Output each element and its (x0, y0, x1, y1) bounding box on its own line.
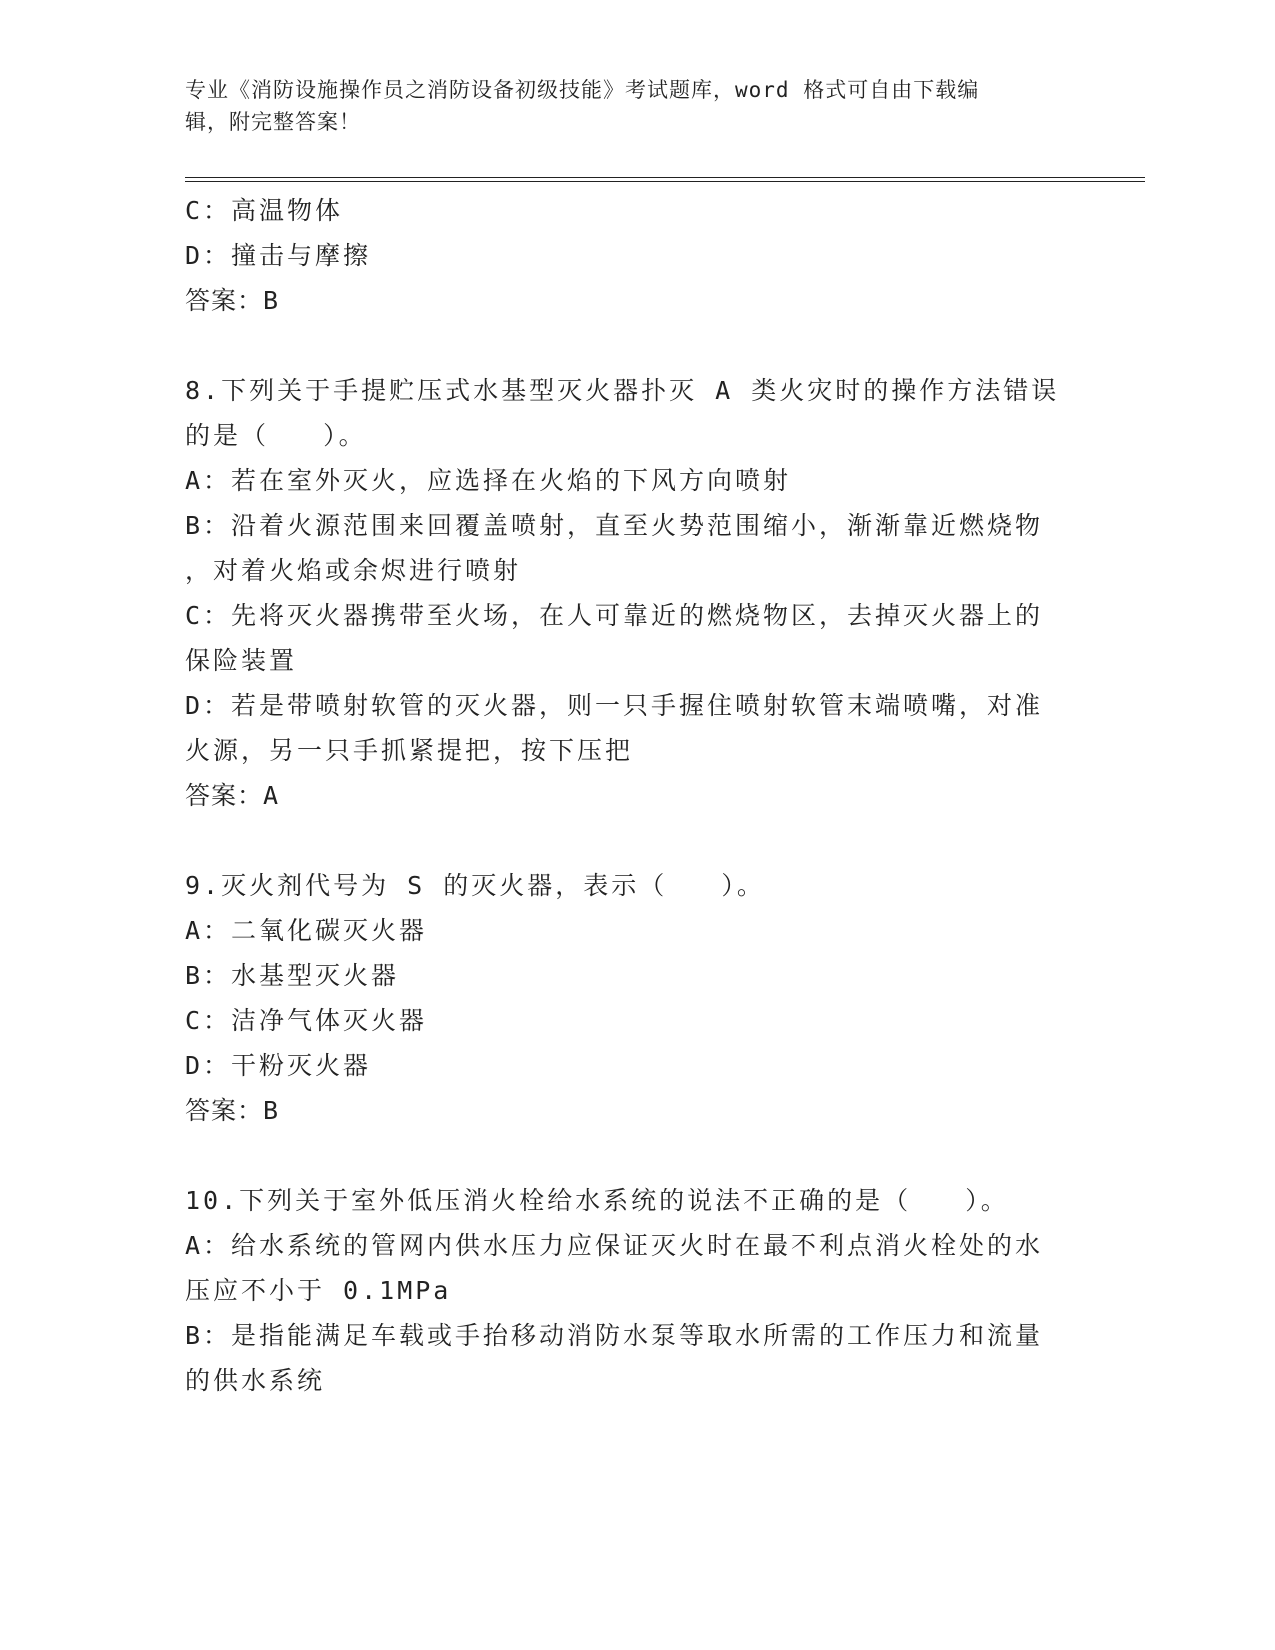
option-a: A：二氧化碳灭火器 (185, 916, 428, 945)
option-c: C：高温物体 (185, 196, 344, 225)
option-d: D：若是带喷射软管的灭火器，则一只手握住喷射软管末端喷嘴，对准 (185, 691, 1044, 720)
option-a-continued: 压应不小于 0.1MPa (185, 1276, 452, 1305)
question-10 (185, 1178, 1065, 1403)
option-b: B：沿着火源范围来回覆盖喷射，直至火势范围缩小，渐渐靠近燃烧物 (185, 511, 1044, 540)
option-d-continued: 火源，另一只手抓紧提把，按下压把 (185, 736, 634, 765)
option-a: A：给水系统的管网内供水压力应保证灭火时在最不利点消火栓处的水 (185, 1231, 1044, 1260)
previous-question-tail (185, 188, 1065, 323)
question-stem-continued: 的是（ ）。 (185, 421, 367, 450)
option-c-continued: 保险装置 (185, 646, 298, 675)
option-b: B：是指能满足车载或手抬移动消防水泵等取水所需的工作压力和流量 (185, 1321, 1044, 1350)
option-d: D：撞击与摩擦 (185, 241, 372, 270)
question-list (185, 188, 1065, 1403)
option-c: C：先将灭火器携带至火场，在人可靠近的燃烧物区，去掉灭火器上的 (185, 601, 1044, 630)
answer: 答案：B (185, 286, 280, 315)
question-8 (185, 368, 1065, 818)
question-stem: 8.下列关于手提贮压式水基型灭火器扑灭 A 类火灾时的操作方法错误 (185, 376, 1060, 405)
option-d: D：干粉灭火器 (185, 1051, 372, 1080)
question-stem: 10.下列关于室外低压消火栓给水系统的说法不正确的是（ ）。 (185, 1186, 1009, 1215)
question-stem: 9.灭火剂代号为 S 的灭火器，表示（ ）。 (185, 871, 765, 900)
header-line-2: 辑，附完整答案！ (185, 110, 361, 134)
option-c: C：洁净气体灭火器 (185, 1006, 428, 1035)
spacer (185, 818, 1065, 863)
option-b-continued: ，对着火焰或余烬进行喷射 (185, 556, 522, 585)
page-header (185, 74, 1065, 138)
spacer (185, 323, 1065, 368)
header-line-1: 专业《消防设施操作员之消防设备初级技能》考试题库，word 格式可自由下载编 (185, 78, 980, 102)
answer: 答案：B (185, 1096, 280, 1125)
option-b: B：水基型灭火器 (185, 961, 400, 990)
header-divider (185, 177, 1145, 182)
spacer (185, 1133, 1065, 1178)
question-9 (185, 863, 1065, 1133)
option-b-continued: 的供水系统 (185, 1366, 326, 1395)
option-a: A：若在室外灭火，应选择在火焰的下风方向喷射 (185, 466, 792, 495)
answer: 答案：A (185, 781, 280, 810)
